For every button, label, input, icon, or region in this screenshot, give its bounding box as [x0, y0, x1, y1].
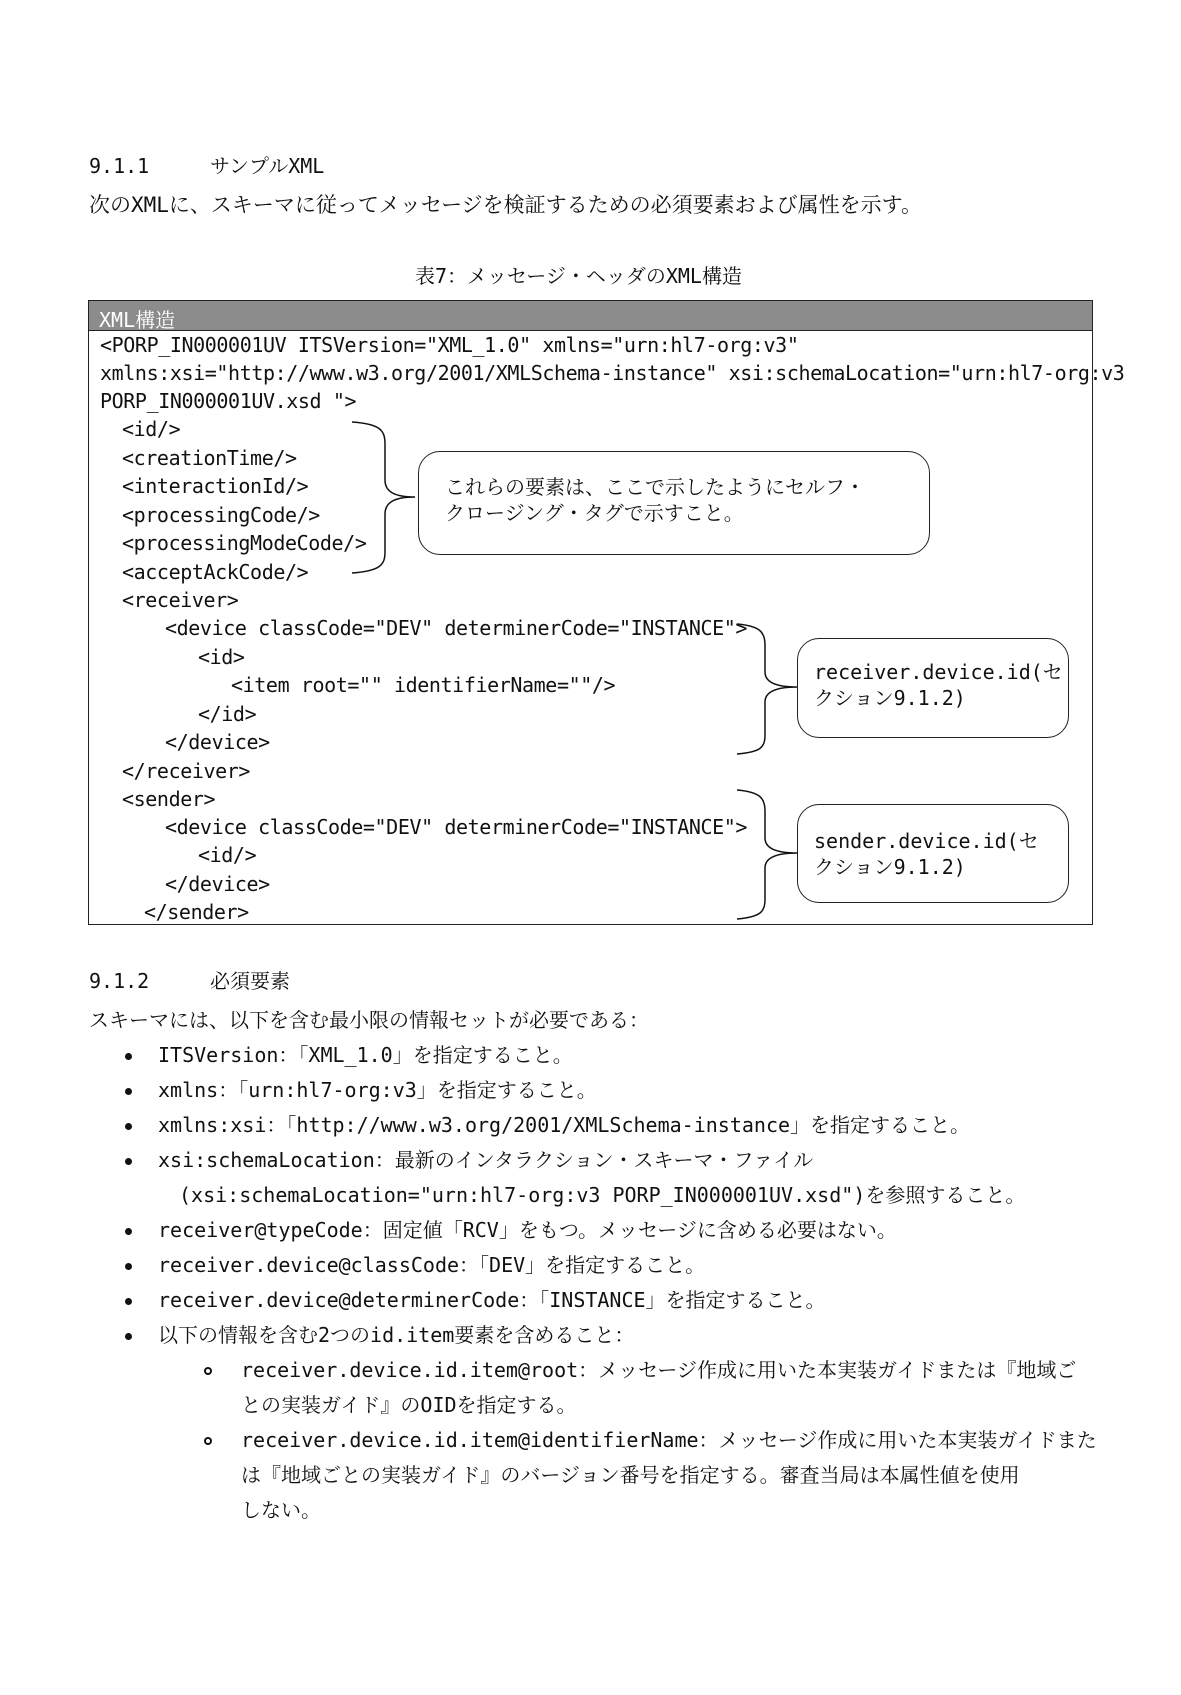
code-line: <id/>	[198, 843, 257, 867]
code-line: <device classCode="DEV" determinerCode="INSTANCE">	[165, 815, 748, 839]
bullet-dot	[125, 1263, 132, 1270]
code-line: <device classCode="DEV" determinerCode="INSTANCE">	[165, 616, 748, 640]
callout-receiver	[797, 638, 1069, 738]
code-line: <sender>	[122, 787, 216, 811]
code-line: </receiver>	[122, 759, 251, 783]
code-line: </device>	[165, 730, 270, 754]
bullet-dot	[125, 1333, 132, 1340]
list-item: receiver@typeCode：固定値「RCV」をもつ。メッセージに含める必要はない。	[158, 1218, 897, 1242]
list-item: xsi:schemaLocation：最新のインタラクション・スキーマ・ファイル	[158, 1148, 814, 1172]
code-line: <processingCode/>	[122, 503, 320, 527]
sub-list-item: receiver.device.id.item@root：メッセージ作成に用いた本実装ガイドまたは『地域ご	[241, 1358, 1077, 1382]
code-line: <PORP_IN000001UV ITSVersion="XML_1.0" xmlns="urn:hl7-org:v3"	[100, 333, 799, 357]
sub-list-item-continuation: との実装ガイド』のOIDを指定する。	[241, 1393, 577, 1417]
code-line: </id>	[198, 702, 257, 726]
code-line: <id/>	[122, 417, 181, 441]
bullet-dot	[125, 1158, 132, 1165]
brace-sender	[737, 790, 797, 919]
list-item: receiver.device@classCode：「DEV」を指定すること。	[158, 1253, 706, 1277]
list-item-continuation: (xsi:schemaLocation="urn:hl7-org:v3 PORP_IN000001UV.xsd")を参照すること。	[179, 1183, 1026, 1207]
list-item: xmlns:xsi：「http://www.w3.org/2001/XMLSchema-instance」を指定すること。	[158, 1113, 971, 1137]
code-line: <creationTime/>	[122, 446, 297, 470]
code-line: </sender>	[144, 900, 249, 924]
bullet-dot	[125, 1228, 132, 1235]
bullet-dot	[125, 1123, 132, 1130]
callout-receiver-text: receiver.device.id(セ クション9.1.2)	[814, 660, 1063, 710]
schema-intro: スキーマには、以下を含む最小限の情報セットが必要である：	[89, 1008, 649, 1032]
section-title: 必須要素	[210, 969, 290, 993]
intro-paragraph: 次のXMLに、スキーマに従ってメッセージを検証するための必須要素および属性を示す。	[89, 193, 922, 217]
sub-list-item-continuation: しない。	[241, 1498, 321, 1522]
bullet-dot	[125, 1088, 132, 1095]
brace-self-closing	[352, 422, 415, 573]
table-header-label: XML構造	[99, 308, 176, 332]
code-line: </device>	[165, 872, 270, 896]
list-item: xmlns：「urn:hl7-org:v3」を指定すること。	[158, 1078, 597, 1102]
code-line: PORP_IN000001UV.xsd ">	[100, 389, 357, 413]
code-line: <item root="" identifierName=""/>	[231, 673, 616, 697]
code-line: <id>	[198, 645, 245, 669]
sub-list-item: receiver.device.id.item@identifierName：メッセージ作成に用いた本実装ガイドまた	[241, 1428, 1097, 1452]
callout-sender-text: sender.device.id(セ クション9.1.2)	[814, 829, 1039, 879]
bullet-dot	[125, 1298, 132, 1305]
sub-bullet-ring	[204, 1367, 212, 1375]
section-title: サンプルXML	[210, 154, 325, 178]
callout-self-closing-text: これらの要素は、ここで示したようにセルフ・ クロージング・タグで示すこと。	[445, 475, 865, 525]
code-line: <acceptAckCode/>	[122, 560, 309, 584]
code-line: <processingModeCode/>	[122, 531, 367, 555]
code-line: <receiver>	[122, 588, 239, 612]
code-line: xmlns:xsi="http://www.w3.org/2001/XMLSchema-instance" xsi:schemaLocation="urn:hl7-org:v3	[100, 361, 1125, 385]
code-line: <interactionId/>	[122, 474, 309, 498]
table-caption: 表7：メッセージ・ヘッダのXML構造	[415, 264, 742, 288]
callout-sender	[797, 804, 1069, 903]
list-item: receiver.device@determinerCode：「INSTANCE」を指定すること。	[158, 1288, 826, 1312]
sub-list-item-continuation: は『地域ごとの実装ガイド』のバージョン番号を指定する。審査当局は本属性値を使用	[241, 1463, 1020, 1487]
callout-self-closing	[418, 451, 930, 555]
section-number: 9.1.1	[89, 154, 150, 178]
bullet-dot	[125, 1053, 132, 1060]
brace-receiver	[737, 624, 797, 754]
list-item: 以下の情報を含む2つのid.item要素を含めること：	[158, 1323, 635, 1347]
section-number: 9.1.2	[89, 969, 150, 993]
list-item: ITSVersion：「XML_1.0」を指定すること。	[158, 1043, 573, 1067]
sub-bullet-ring	[204, 1437, 212, 1445]
